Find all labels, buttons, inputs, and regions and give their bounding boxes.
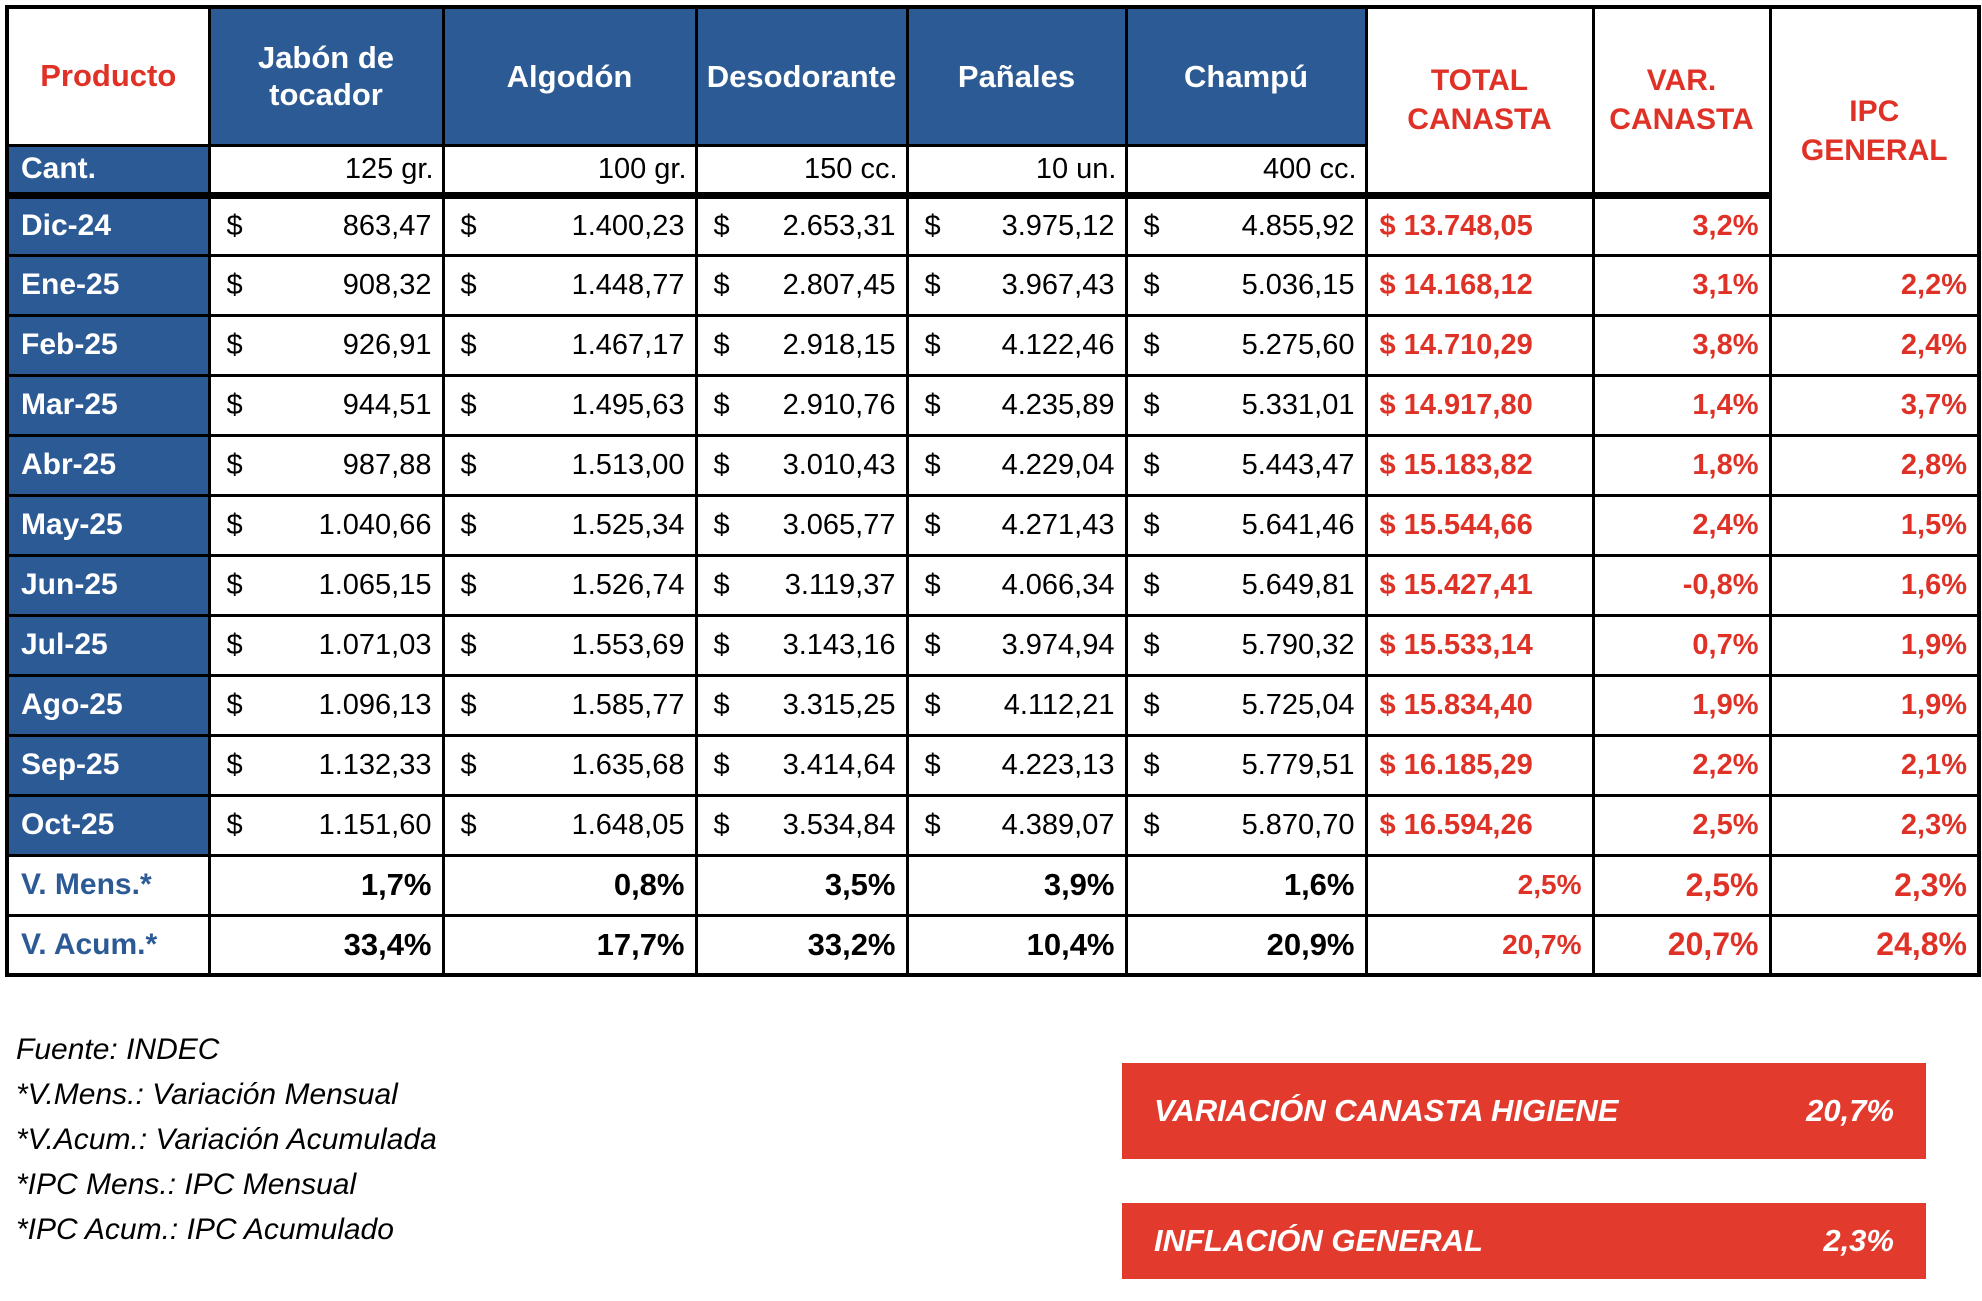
price-cell [696, 255, 907, 315]
price-value: 5.275,60 [1241, 328, 1355, 361]
month-row [7, 735, 1979, 795]
ipc-general-cell: 2,2% [1770, 255, 1979, 315]
quantity-cell: 10 un. [907, 145, 1126, 195]
price-cell [907, 435, 1126, 495]
currency-symbol: $ [226, 748, 243, 781]
price-value: 5.443,47 [1241, 448, 1355, 481]
month-row [7, 675, 1979, 735]
v-acum-value: 17,7% [443, 915, 696, 975]
ipc-general-cell: 2,8% [1770, 435, 1979, 495]
price-cell [1126, 315, 1366, 375]
footnote-vacum: *V.Acum.: Variación Acumulada [16, 1123, 437, 1156]
price-value: 4.223,13 [1001, 748, 1115, 781]
footnote-ipc-acum: *IPC Acum.: IPC Acumulado [16, 1213, 394, 1246]
price-cell [1126, 675, 1366, 735]
v-acum-total: 20,7% [1366, 915, 1593, 975]
currency-symbol: $ [924, 388, 941, 421]
month-row [7, 795, 1979, 855]
price-value: 1.040,66 [318, 508, 432, 541]
price-cell [209, 495, 443, 555]
currency-symbol: $ [460, 209, 477, 242]
price-cell [907, 615, 1126, 675]
var-canasta-cell: -0,8% [1593, 555, 1770, 615]
price-value: 3.414,64 [782, 748, 896, 781]
currency-symbol: $ [924, 328, 941, 361]
v-acum-row [7, 915, 1979, 975]
currency-symbol: $ [713, 508, 730, 541]
currency-symbol: $ [1143, 328, 1160, 361]
v-mens-value: 0,8% [443, 855, 696, 915]
price-value: 1.467,17 [571, 328, 685, 361]
currency-symbol: $ [460, 328, 477, 361]
footnote-fuente: Fuente: INDEC [16, 1033, 220, 1066]
price-value: 1.585,77 [571, 688, 685, 721]
currency-symbol: $ [1143, 808, 1160, 841]
currency-symbol: $ [1143, 748, 1160, 781]
total-canasta-cell: $ 15.427,41 [1366, 555, 1593, 615]
price-cell [1126, 375, 1366, 435]
v-acum-label: V. Acum.* [7, 915, 209, 975]
price-value: 5.036,15 [1241, 268, 1355, 301]
var-canasta-cell: 2,5% [1593, 795, 1770, 855]
currency-symbol: $ [460, 628, 477, 661]
price-cell [907, 375, 1126, 435]
ipc-general-cell: 1,6% [1770, 555, 1979, 615]
total-canasta-cell: $ 13.748,05 [1366, 195, 1593, 255]
price-cell [907, 195, 1126, 255]
currency-symbol: $ [713, 209, 730, 242]
currency-symbol: $ [1143, 568, 1160, 601]
price-cell [696, 375, 907, 435]
price-value: 3.974,94 [1001, 628, 1115, 661]
price-cell [209, 555, 443, 615]
price-value: 2.653,31 [782, 209, 896, 242]
price-cell [1126, 555, 1366, 615]
price-value: 4.112,21 [1003, 688, 1115, 721]
v-mens-value: 3,9% [907, 855, 1126, 915]
price-value: 1.071,03 [318, 628, 432, 661]
price-cell [907, 675, 1126, 735]
currency-symbol: $ [924, 508, 941, 541]
price-cell [696, 315, 907, 375]
price-value: 3.315,25 [782, 688, 896, 721]
ipc-general-cell: 2,1% [1770, 735, 1979, 795]
total-canasta-cell: $ 15.533,14 [1366, 615, 1593, 675]
inflacion-general-banner [1122, 1203, 1926, 1279]
price-cell [209, 375, 443, 435]
v-mens-value: 1,6% [1126, 855, 1366, 915]
price-cell [209, 795, 443, 855]
price-cell [443, 555, 696, 615]
producto-header: Producto [7, 7, 209, 145]
variacion-banner-label: VARIACIÓN CANASTA HIGIENE [1154, 1093, 1619, 1128]
month-label: Feb-25 [7, 315, 209, 375]
price-cell [907, 315, 1126, 375]
price-value: 5.779,51 [1241, 748, 1355, 781]
month-label: Ago-25 [7, 675, 209, 735]
price-cell [907, 735, 1126, 795]
month-row [7, 495, 1979, 555]
quantity-cell: 125 gr. [209, 145, 443, 195]
total-canasta-cell: $ 14.710,29 [1366, 315, 1593, 375]
price-cell [1126, 735, 1366, 795]
quantity-cell: 400 cc. [1126, 145, 1366, 195]
currency-symbol: $ [924, 209, 941, 242]
month-row [7, 375, 1979, 435]
currency-symbol: $ [460, 688, 477, 721]
total-canasta-header: TOTAL CANASTA [1366, 7, 1593, 195]
var-canasta-cell: 2,4% [1593, 495, 1770, 555]
price-value: 5.649,81 [1241, 568, 1355, 601]
month-label: Abr-25 [7, 435, 209, 495]
currency-symbol: $ [460, 268, 477, 301]
v-mens-total: 2,5% [1366, 855, 1593, 915]
v-acum-ipc: 24,8% [1770, 915, 1979, 975]
footnote-ipc-mens: *IPC Mens.: IPC Mensual [16, 1168, 357, 1201]
currency-symbol: $ [1143, 209, 1160, 242]
ipc-general-cell: 1,5% [1770, 495, 1979, 555]
price-value: 4.066,34 [1001, 568, 1115, 601]
currency-symbol: $ [713, 748, 730, 781]
v-mens-value: 3,5% [696, 855, 907, 915]
price-value: 3.119,37 [784, 568, 896, 601]
total-canasta-cell: $ 14.917,80 [1366, 375, 1593, 435]
price-value: 908,32 [342, 268, 432, 301]
price-value: 4.122,46 [1001, 328, 1115, 361]
price-cell [696, 615, 907, 675]
month-label: Mar-25 [7, 375, 209, 435]
price-value: 3.534,84 [782, 808, 896, 841]
price-cell [443, 435, 696, 495]
currency-symbol: $ [1143, 388, 1160, 421]
price-value: 1.065,15 [318, 568, 432, 601]
currency-symbol: $ [713, 628, 730, 661]
price-cell [443, 195, 696, 255]
currency-symbol: $ [226, 808, 243, 841]
price-value: 2.910,76 [782, 388, 896, 421]
total-canasta-cell: $ 15.183,82 [1366, 435, 1593, 495]
price-value: 5.870,70 [1241, 808, 1355, 841]
var-canasta-cell: 3,2% [1593, 195, 1770, 255]
currency-symbol: $ [924, 268, 941, 301]
month-label: Oct-25 [7, 795, 209, 855]
currency-symbol: $ [713, 388, 730, 421]
price-value: 3.010,43 [782, 448, 896, 481]
price-value: 2.918,15 [782, 328, 896, 361]
product-header: Algodón [443, 7, 696, 145]
currency-symbol: $ [924, 568, 941, 601]
v-mens-row [7, 855, 1979, 915]
header-row [7, 7, 1979, 145]
price-cell [907, 555, 1126, 615]
price-cell [907, 495, 1126, 555]
price-cell [696, 795, 907, 855]
ipc-general-cell: 2,4% [1770, 315, 1979, 375]
price-cell [1126, 615, 1366, 675]
currency-symbol: $ [226, 628, 243, 661]
variacion-banner-value: 20,7% [1806, 1093, 1894, 1128]
currency-symbol: $ [226, 328, 243, 361]
month-label: May-25 [7, 495, 209, 555]
total-canasta-cell: $ 15.834,40 [1366, 675, 1593, 735]
price-value: 2.807,45 [782, 268, 896, 301]
var-canasta-cell: 3,8% [1593, 315, 1770, 375]
var-canasta-cell: 1,8% [1593, 435, 1770, 495]
total-canasta-cell: $ 15.544,66 [1366, 495, 1593, 555]
price-value: 4.229,04 [1001, 448, 1115, 481]
quantity-cell: 100 gr. [443, 145, 696, 195]
price-cell [907, 795, 1126, 855]
v-mens-label: V. Mens.* [7, 855, 209, 915]
price-value: 1.495,63 [571, 388, 685, 421]
price-value: 1.132,33 [318, 748, 432, 781]
currency-symbol: $ [1143, 628, 1160, 661]
price-value: 4.271,43 [1001, 508, 1115, 541]
currency-symbol: $ [1143, 508, 1160, 541]
price-value: 3.065,77 [782, 508, 896, 541]
currency-symbol: $ [226, 688, 243, 721]
var-canasta-cell: 2,2% [1593, 735, 1770, 795]
price-value: 4.235,89 [1001, 388, 1115, 421]
currency-symbol: $ [460, 448, 477, 481]
price-cell [1126, 495, 1366, 555]
price-value: 1.635,68 [571, 748, 685, 781]
currency-symbol: $ [713, 268, 730, 301]
price-value: 1.513,00 [571, 448, 685, 481]
price-cell [1126, 255, 1366, 315]
month-row [7, 555, 1979, 615]
product-header: Jabón de tocador [209, 7, 443, 145]
month-row [7, 315, 1979, 375]
month-label: Ene-25 [7, 255, 209, 315]
month-label: Jun-25 [7, 555, 209, 615]
product-header: Champú [1126, 7, 1366, 145]
footnote-vmens: *V.Mens.: Variación Mensual [16, 1078, 398, 1111]
price-cell [696, 735, 907, 795]
v-mens-var: 2,5% [1593, 855, 1770, 915]
price-cell [209, 615, 443, 675]
currency-symbol: $ [226, 568, 243, 601]
currency-symbol: $ [1143, 268, 1160, 301]
month-row [7, 615, 1979, 675]
var-canasta-header: VAR. CANASTA [1593, 7, 1770, 195]
price-cell [696, 675, 907, 735]
month-label: Dic-24 [7, 195, 209, 255]
currency-symbol: $ [713, 808, 730, 841]
price-cell [696, 195, 907, 255]
price-cell [443, 255, 696, 315]
price-cell [1126, 195, 1366, 255]
var-canasta-cell: 1,4% [1593, 375, 1770, 435]
price-cell [209, 435, 443, 495]
quantity-cell: 150 cc. [696, 145, 907, 195]
v-mens-ipc: 2,3% [1770, 855, 1979, 915]
currency-symbol: $ [713, 448, 730, 481]
price-cell [443, 735, 696, 795]
price-value: 1.151,60 [318, 808, 432, 841]
v-acum-value: 33,4% [209, 915, 443, 975]
price-value: 1.400,23 [571, 209, 685, 242]
price-value: 1.525,34 [571, 508, 685, 541]
v-mens-value: 1,7% [209, 855, 443, 915]
month-row [7, 195, 1979, 255]
ipc-general-cell: 1,9% [1770, 675, 1979, 735]
currency-symbol: $ [226, 448, 243, 481]
currency-symbol: $ [226, 268, 243, 301]
price-value: 5.641,46 [1241, 508, 1355, 541]
currency-symbol: $ [460, 388, 477, 421]
price-cell [209, 735, 443, 795]
price-value: 863,47 [342, 209, 432, 242]
price-cell [443, 615, 696, 675]
price-cell [1126, 435, 1366, 495]
price-value: 5.331,01 [1241, 388, 1355, 421]
product-header: Desodorante [696, 7, 907, 145]
price-cell [209, 315, 443, 375]
ipc-general-header: IPC GENERAL [1770, 7, 1979, 255]
price-cell [443, 675, 696, 735]
price-value: 1.096,13 [318, 688, 432, 721]
var-canasta-cell: 0,7% [1593, 615, 1770, 675]
price-cell [443, 315, 696, 375]
footnotes [16, 1027, 437, 1252]
total-canasta-cell: $ 16.594,26 [1366, 795, 1593, 855]
price-cell [696, 555, 907, 615]
ipc-general-cell: 1,9% [1770, 615, 1979, 675]
price-value: 3.143,16 [782, 628, 896, 661]
month-label: Jul-25 [7, 615, 209, 675]
total-canasta-cell: $ 14.168,12 [1366, 255, 1593, 315]
total-canasta-cell: $ 16.185,29 [1366, 735, 1593, 795]
inflacion-banner-label: INFLACIÓN GENERAL [1154, 1223, 1483, 1258]
ipc-general-cell: 2,3% [1770, 795, 1979, 855]
price-value: 4.855,92 [1241, 209, 1355, 242]
price-value: 4.389,07 [1001, 808, 1115, 841]
month-label: Sep-25 [7, 735, 209, 795]
price-cell [209, 675, 443, 735]
v-acum-value: 10,4% [907, 915, 1126, 975]
currency-symbol: $ [924, 748, 941, 781]
price-value: 3.967,43 [1001, 268, 1115, 301]
price-cell [696, 495, 907, 555]
currency-symbol: $ [924, 688, 941, 721]
inflacion-banner-value: 2,3% [1823, 1223, 1894, 1258]
month-row [7, 435, 1979, 495]
currency-symbol: $ [924, 808, 941, 841]
price-cell [443, 495, 696, 555]
price-cell [907, 255, 1126, 315]
v-acum-var: 20,7% [1593, 915, 1770, 975]
price-cell [696, 435, 907, 495]
price-value: 1.526,74 [571, 568, 685, 601]
product-header: Pañales [907, 7, 1126, 145]
month-row [7, 255, 1979, 315]
currency-symbol: $ [460, 568, 477, 601]
currency-symbol: $ [1143, 688, 1160, 721]
currency-symbol: $ [924, 448, 941, 481]
price-cell [443, 795, 696, 855]
currency-symbol: $ [226, 508, 243, 541]
price-value: 944,51 [342, 388, 432, 421]
v-acum-value: 20,9% [1126, 915, 1366, 975]
price-value: 987,88 [342, 448, 432, 481]
price-value: 5.725,04 [1241, 688, 1355, 721]
canasta-higiene-table [5, 5, 1981, 977]
v-acum-value: 33,2% [696, 915, 907, 975]
price-value: 3.975,12 [1001, 209, 1115, 242]
price-value: 1.448,77 [571, 268, 685, 301]
var-canasta-cell: 1,9% [1593, 675, 1770, 735]
variacion-canasta-banner [1122, 1063, 1926, 1159]
currency-symbol: $ [713, 328, 730, 361]
currency-symbol: $ [460, 748, 477, 781]
currency-symbol: $ [1143, 448, 1160, 481]
price-value: 5.790,32 [1241, 628, 1355, 661]
price-value: 926,91 [342, 328, 432, 361]
price-cell [209, 255, 443, 315]
price-cell [443, 375, 696, 435]
currency-symbol: $ [713, 568, 730, 601]
ipc-general-cell: 3,7% [1770, 375, 1979, 435]
currency-symbol: $ [713, 688, 730, 721]
price-value: 1.648,05 [571, 808, 685, 841]
currency-symbol: $ [460, 508, 477, 541]
currency-symbol: $ [226, 209, 243, 242]
currency-symbol: $ [924, 628, 941, 661]
var-canasta-cell: 3,1% [1593, 255, 1770, 315]
currency-symbol: $ [226, 388, 243, 421]
currency-symbol: $ [460, 808, 477, 841]
cant-label: Cant. [7, 145, 209, 195]
price-cell [1126, 795, 1366, 855]
price-value: 1.553,69 [571, 628, 685, 661]
price-cell [209, 195, 443, 255]
